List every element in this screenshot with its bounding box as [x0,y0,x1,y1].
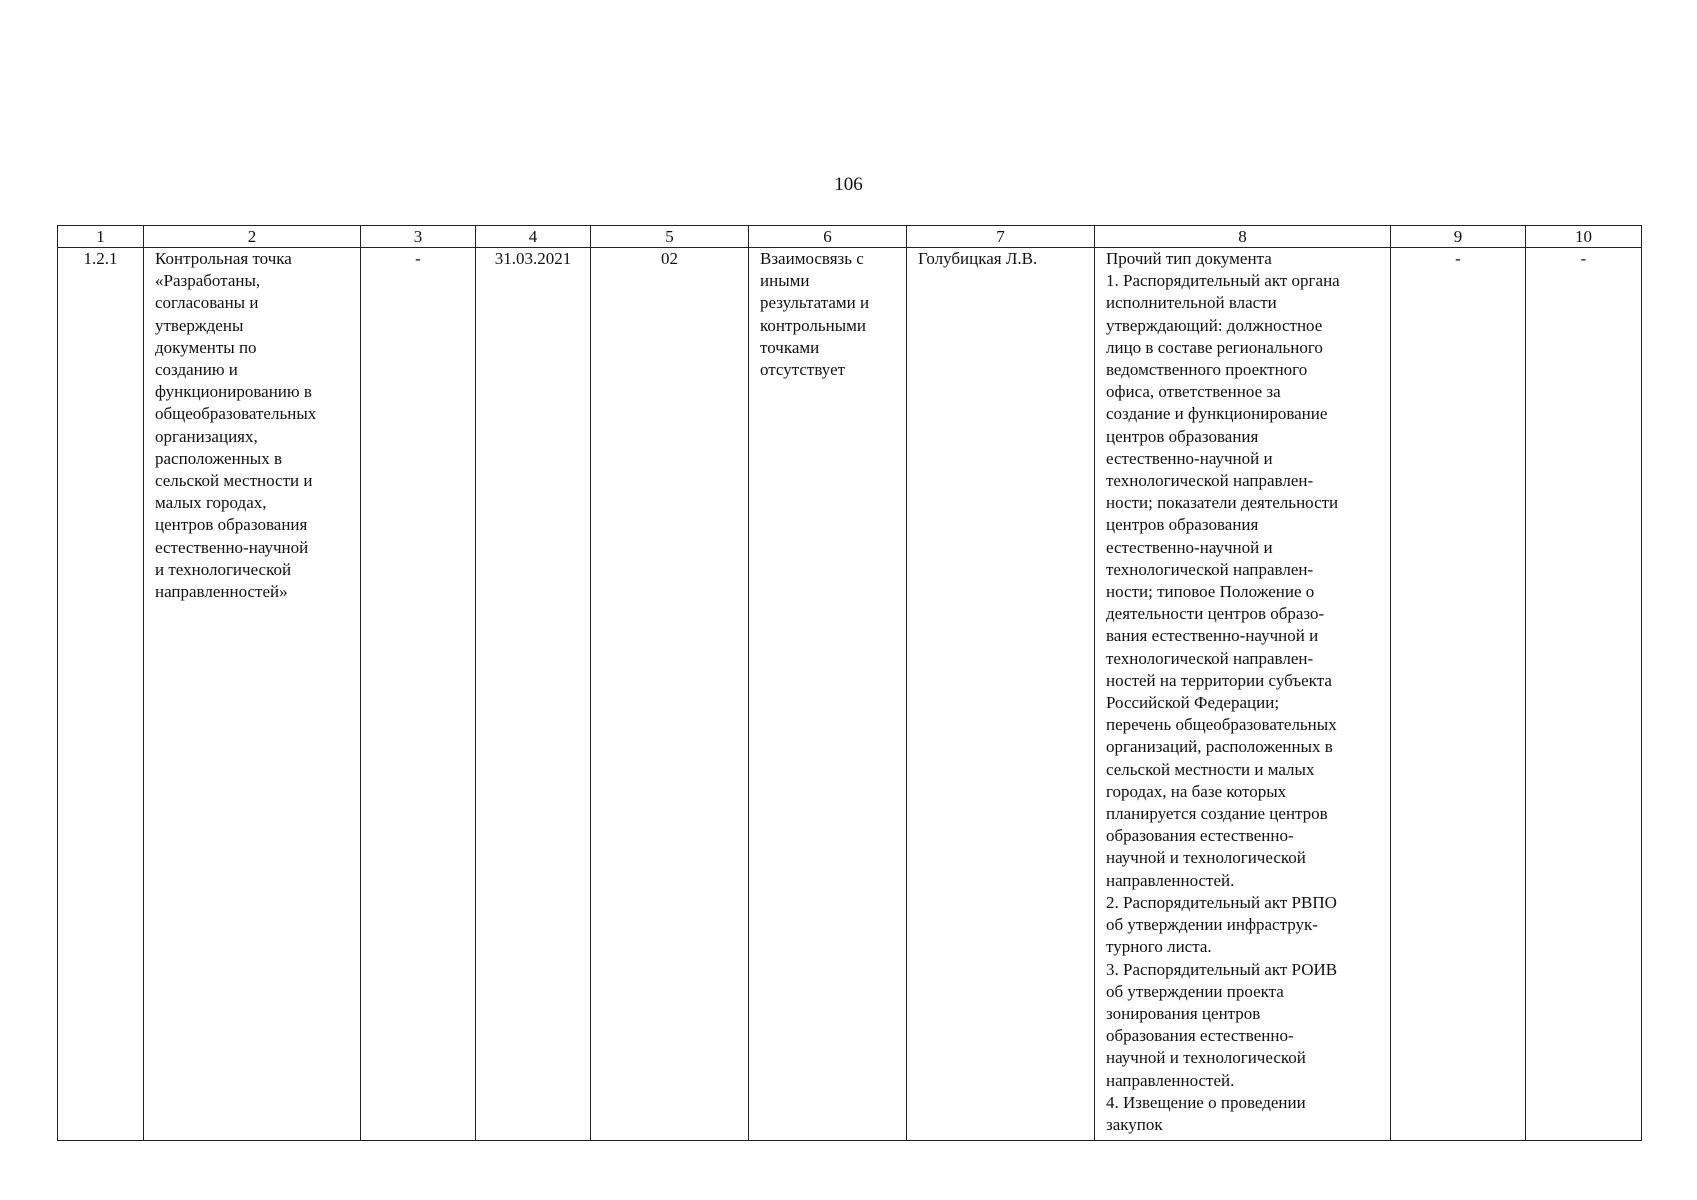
column-number-8: 8 [1095,226,1391,248]
control-point-text: Контрольная точка «Разработаны, согласованы и утверждены документы по созданию и функционированию в общеобразовательных организациях, расположенных в сельской местности и малых городах, центров образования естественно-научной и технологической направленностей» [155,249,317,602]
cell-control-point [144,248,361,1141]
cell-code [591,248,749,1141]
column-number-2: 2 [144,226,361,248]
cell-document-type [1095,248,1391,1141]
responsible-person: Голубицкая Л.В. [918,249,1038,268]
table-row [58,248,1642,1141]
column-number-3: 3 [361,226,476,248]
col3-value: - [415,249,421,268]
page-number: 106 [834,174,863,195]
cell-col9 [1391,248,1526,1141]
cell-item-number [58,248,144,1141]
column-number-9: 9 [1391,226,1526,248]
cell-col3 [361,248,476,1141]
column-number-6: 6 [749,226,907,248]
column-number-4: 4 [476,226,591,248]
column-number-row [58,226,1642,248]
col10-value: - [1580,249,1587,268]
column-number-1: 1 [58,226,144,248]
cell-col10 [1526,248,1642,1141]
document-type-text: Прочий тип документа 1. Распорядительный акт органа исполнительной власти утверждающий: должностное лицо в составе регионального ведомственного проектного офиса, ответственное за создание и функционирование центров образования естественно-научной и технологической направлен- ности; показатели деятельности центров образования естественно-научной и технологической направлен- ности; типовое Положение о деятельности центров образо- вания естественно-научной и технологической направлен- ностей на территории субъекта Российской Федерации; перечень общеобразовательных организаций, расположенных в сельской местности и малых городах, на базе которых планируется создание центров образования естественно- научной и технологической направленностей. 2. Распорядительный акт РВПО об утверждении инфраструк- турного листа. 3. Распорядительный акт РОИВ об утверждении проекта зонирования центров образования естественно- научной и технологической направленностей. 4. Извещение о проведении закупок [1106,249,1340,1134]
document-table [57,225,1642,1141]
item-number: 1.2.1 [83,249,118,268]
relationship-text: Взаимосвязь с иными результатами и контрольными точками отсутствует [760,249,870,380]
cell-relationship [749,248,907,1141]
column-number-7: 7 [907,226,1095,248]
column-number-10: 10 [1526,226,1642,248]
cell-responsible [907,248,1095,1141]
code-value: 02 [661,249,678,268]
column-number-5: 5 [591,226,749,248]
cell-date [476,248,591,1141]
col9-value: - [1455,249,1461,268]
date-value: 31.03.2021 [494,249,572,268]
